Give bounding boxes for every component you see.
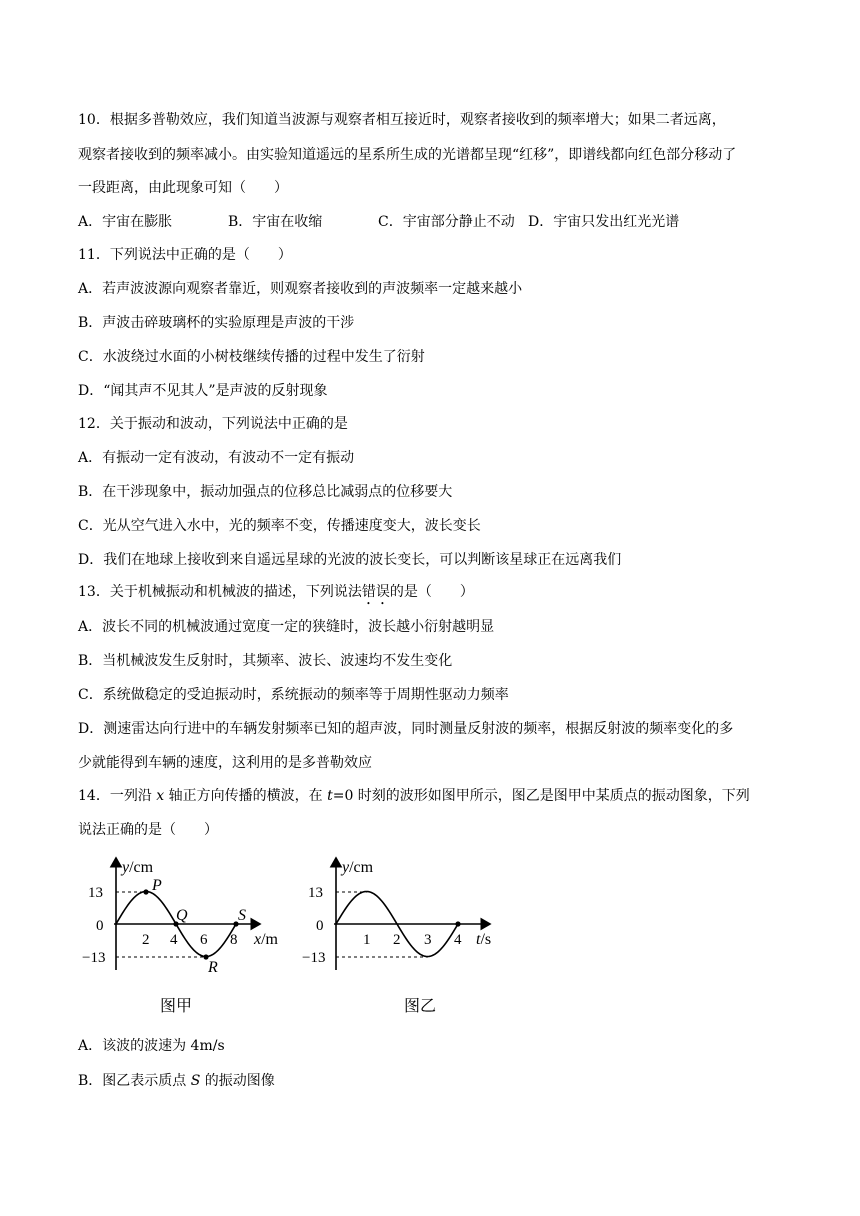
q14-option-a: A．该波的波速为 4m/s [78,1038,225,1054]
q11-option-b: B．声波击碎玻璃杯的实验原理是声波的干涉 [78,315,355,331]
q13-option-b: B．当机械波发生反射时，其频率、波长、波速均不发生变化 [78,653,453,669]
q13-stem [78,582,474,608]
q10-option-a: A．宇宙在膨胀 [78,214,173,230]
q10-option-c: C．宇宙部分静止不动 [378,214,515,230]
q14-var-t: t [327,788,333,804]
q11-option-d: D．“闻其声不见其人”是声波的反射现象 [78,383,328,399]
yi-x-tick-3: 3 [424,932,432,948]
jia-point-r-label: R [208,959,218,976]
q14-stem-c: =0 时刻的波形如图甲所示，图乙是图甲中某质点的振动图象，下列 [332,788,750,804]
q14-option-b [78,1071,275,1091]
jia-x-tick-6: 6 [200,932,208,948]
q10-option-d: D．宇宙只发出红光光谱 [528,214,680,230]
q14-var-x: x [156,788,165,804]
yi-x-axis-label: t/s [476,931,492,948]
yi-y-axis-label: y/cm [342,859,374,876]
q14-stem-b: 轴正方向传播的横波，在 [164,788,328,804]
jia-y-tick-13: 13 [88,885,103,901]
q13-option-d-line2: 少就能得到车辆的速度，这利用的是多普勒效应 [78,755,372,771]
q10-stem-line2: 观察者接收到的频率减小。由实验知道遥远的星系所生成的光谱都呈现“红移”，即谱线都向红色部分移动了 [78,147,737,163]
q12-option-c: C．光从空气进入水中，光的频率不变，传播速度变大，波长变长 [78,518,481,534]
q11-option-c: C．水波绕过水面的小树枝继续传播的过程中发生了衍射 [78,349,425,365]
jia-y-tick-0: 0 [96,918,104,934]
q14-option-b-tail: 的振动图像 [200,1073,275,1089]
q11-option-a: A．若声波波源向观察者靠近，则观察者接收到的声波频率一定越来越小 [78,281,523,297]
q10-stem-line3: 一段距离，由此现象可知（ ） [78,180,288,196]
jia-x-tick-4: 4 [170,932,178,948]
jia-point-p-label: P [152,877,162,894]
figure-jia [82,852,296,977]
figure-yi-caption: 图乙 [404,996,437,1015]
q12-option-a: A．有振动一定有波动，有波动不一定有振动 [78,450,355,466]
jia-y-axis-label: y/cm [122,859,154,876]
jia-x-tick-2: 2 [142,932,150,948]
yi-y-tick-13: 13 [308,885,323,901]
yi-x-tick-4: 4 [454,932,462,948]
q13-option-a: A．波长不同的机械波通过宽度一定的狭缝时，波长越小衍射越明显 [78,619,495,635]
q10-option-b: B．宇宙在收缩 [228,214,323,230]
q12-option-b: B．在干涉现象中，振动加强点的位移总比减弱点的位移要大 [78,484,453,500]
jia-point-q-label: Q [176,907,188,924]
q13-stem-text: 13．关于机械振动和机械波的描述，下列说法 [78,584,362,600]
q13-option-d-line1: D．测速雷达向行进中的车辆发射频率已知的超声波，同时测量反射波的频率，根据反射波的频率变化的多 [78,721,734,737]
q14-option-b-text: B．图乙表示质点 [78,1073,191,1089]
q13-stem-tail: 的是（ ） [389,584,474,600]
q14-option-b-var: S [190,1073,201,1089]
yi-end-dot [455,921,460,926]
q13-stem-emphasis: 错误 [361,584,390,600]
jia-point-s-label: S [238,907,246,924]
jia-x-tick-8: 8 [230,932,238,948]
figure-jia-caption: 图甲 [160,996,193,1015]
q12-stem: 12．关于振动和波动，下列说法中正确的是 [78,416,348,432]
yi-y-tick-0: 0 [316,918,324,934]
q12-option-d: D．我们在地球上接收到来自遥远星球的光波的波长变长，可以判断该星球正在远离我们 [78,552,622,568]
jia-x-axis-label: x/m [254,931,278,948]
q11-stem: 11．下列说法中正确的是（ ） [78,247,292,263]
yi-x-tick-2: 2 [393,932,401,948]
q14-stem-line1 [78,786,750,806]
yi-y-tick-neg13: −13 [302,950,326,966]
figure-yi [300,852,510,977]
q14-stem-a: 14．一列沿 [78,788,157,804]
q14-stem-line2: 说法正确的是（ ） [78,822,218,838]
q13-option-c: C．系统做稳定的受迫振动时，系统振动的频率等于周期性驱动力频率 [78,687,509,703]
jia-y-tick-neg13: −13 [82,950,106,966]
yi-x-tick-1: 1 [363,932,371,948]
jia-point-p-dot [143,889,148,894]
q10-stem-line1: 10．根据多普勒效应，我们知道当波源与观察者相互接近时，观察者接收到的频率增大；如果二者远离， [78,112,726,128]
